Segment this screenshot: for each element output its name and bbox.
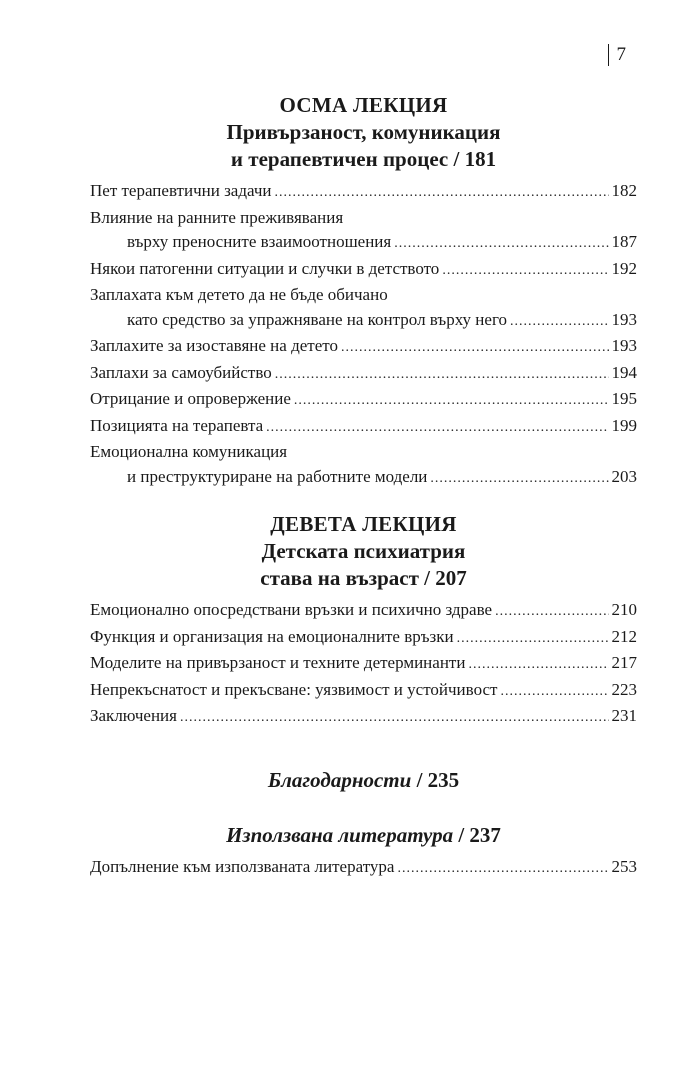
toc-entry-page: 223 (611, 679, 637, 699)
toc-entry-text: Някои патогенни ситуации и случки в детството (90, 258, 440, 278)
toc-entry-text: Моделите на привързаност и техните детерминанти (90, 653, 466, 672)
toc-entry-text: Допълнение към използваната литература (90, 856, 395, 876)
toc-entry-page: 231 (611, 706, 637, 725)
toc-entry-text: Емоционално опосредствани връзки и психично здраве (90, 600, 493, 619)
dot-leader (468, 653, 608, 678)
toc-entry[interactable] (90, 625, 637, 652)
toc-entry-text-continued: като средство за упражняване на контрол върху него (127, 309, 507, 329)
toc-entry-page: 192 (611, 258, 637, 278)
lecture-9-toc (90, 598, 637, 731)
toc-entry-text: Заплахи за самоубийство (90, 362, 272, 382)
toc-entry[interactable] (90, 361, 637, 388)
toc-entry-page: 195 (611, 389, 637, 408)
lecture-8-subtitle-line-1: Привързаност, комуникация (226, 120, 501, 144)
lecture-9-subtitle-line-1: Детската психиатрия (261, 539, 466, 563)
lecture-8-title: ОСМА ЛЕКЦИЯ (279, 93, 448, 117)
literature-toc (90, 855, 637, 882)
acknowledgements-label: Благодарности (267, 767, 412, 792)
toc-entry-page: 199 (611, 415, 637, 435)
toc-entry[interactable] (90, 414, 637, 441)
toc-entry[interactable] (90, 598, 637, 625)
dot-leader (457, 627, 609, 652)
dot-leader (442, 259, 608, 284)
dot-leader (294, 389, 609, 414)
toc-entry-text: Отрицание и опровержение (90, 389, 291, 408)
toc-entry-text-continued: и преструктуриране на работните модели (127, 466, 428, 486)
toc-entry-page: 203 (611, 466, 637, 486)
toc-entry-page: 187 (611, 232, 637, 251)
toc-entry-text: Непрекъснатост и прекъсване: уязвимост и устойчивост (90, 679, 498, 699)
toc-entry[interactable] (90, 387, 637, 414)
toc-entry-text: Заплахите за изоставяне на детето (90, 336, 338, 355)
lecture-8-heading (90, 92, 637, 173)
toc-entry-page: 217 (611, 653, 637, 672)
toc-entry[interactable] (90, 678, 637, 705)
toc-entry-text: Пет терапевтични задачи (90, 181, 272, 200)
toc-entry[interactable] (90, 206, 637, 257)
literature-page: / 237 (458, 822, 501, 847)
toc-entry-text-continued: върху преносните взаимоотношения (127, 232, 392, 251)
dot-leader (495, 600, 608, 625)
toc-entry-page: 253 (611, 856, 637, 876)
toc-entry[interactable] (90, 334, 637, 361)
toc-entry-page: 182 (611, 181, 637, 200)
dot-leader (397, 857, 608, 882)
acknowledgements-page: / 235 (416, 767, 460, 792)
table-of-contents (90, 92, 637, 881)
dot-leader (394, 232, 608, 257)
lecture-8-subtitle-line-2: и терапевтичен процес / 181 (230, 147, 497, 171)
toc-entry[interactable] (90, 440, 637, 491)
dot-leader (180, 706, 609, 731)
dot-leader (341, 336, 609, 361)
toc-entry-text: Заключения (90, 706, 177, 725)
literature-label: Използвана литература (226, 822, 454, 847)
lecture-9-subtitle-line-2: става на възраст / 207 (260, 566, 467, 590)
toc-entry[interactable] (90, 651, 637, 678)
lecture-9-title: ДЕВЕТА ЛЕКЦИЯ (270, 512, 457, 536)
toc-entry[interactable] (90, 283, 637, 334)
acknowledgements-heading[interactable] (90, 767, 637, 794)
dot-leader (266, 416, 608, 441)
toc-entry-page: 193 (611, 309, 637, 329)
dot-leader (500, 680, 608, 705)
toc-entry-text: Функция и организация на емоционалните връзки (90, 626, 454, 646)
toc-entry-text: Влияние на ранните преживявания (90, 207, 344, 227)
toc-entry-text: Заплахата към детето да не бъде обичано (90, 285, 388, 304)
toc-entry[interactable] (90, 704, 637, 731)
dot-leader (510, 310, 609, 335)
literature-heading[interactable] (90, 822, 637, 849)
toc-entry[interactable] (90, 257, 637, 284)
dot-leader (275, 181, 609, 206)
dot-leader (275, 363, 609, 388)
lecture-9-heading (90, 511, 637, 592)
toc-entry-text: Емоционална комуникация (90, 442, 288, 461)
toc-entry-page: 194 (611, 362, 637, 382)
toc-entry-page: 210 (611, 600, 637, 619)
lecture-8-toc (90, 179, 637, 491)
toc-entry[interactable] (90, 855, 637, 882)
toc-entry[interactable] (90, 179, 637, 206)
toc-entry-text: Позицията на терапевта (90, 415, 264, 435)
toc-entry-page: 193 (611, 336, 637, 355)
dot-leader (430, 467, 608, 492)
page-number: 7 (608, 44, 627, 66)
toc-entry-page: 212 (611, 626, 637, 646)
